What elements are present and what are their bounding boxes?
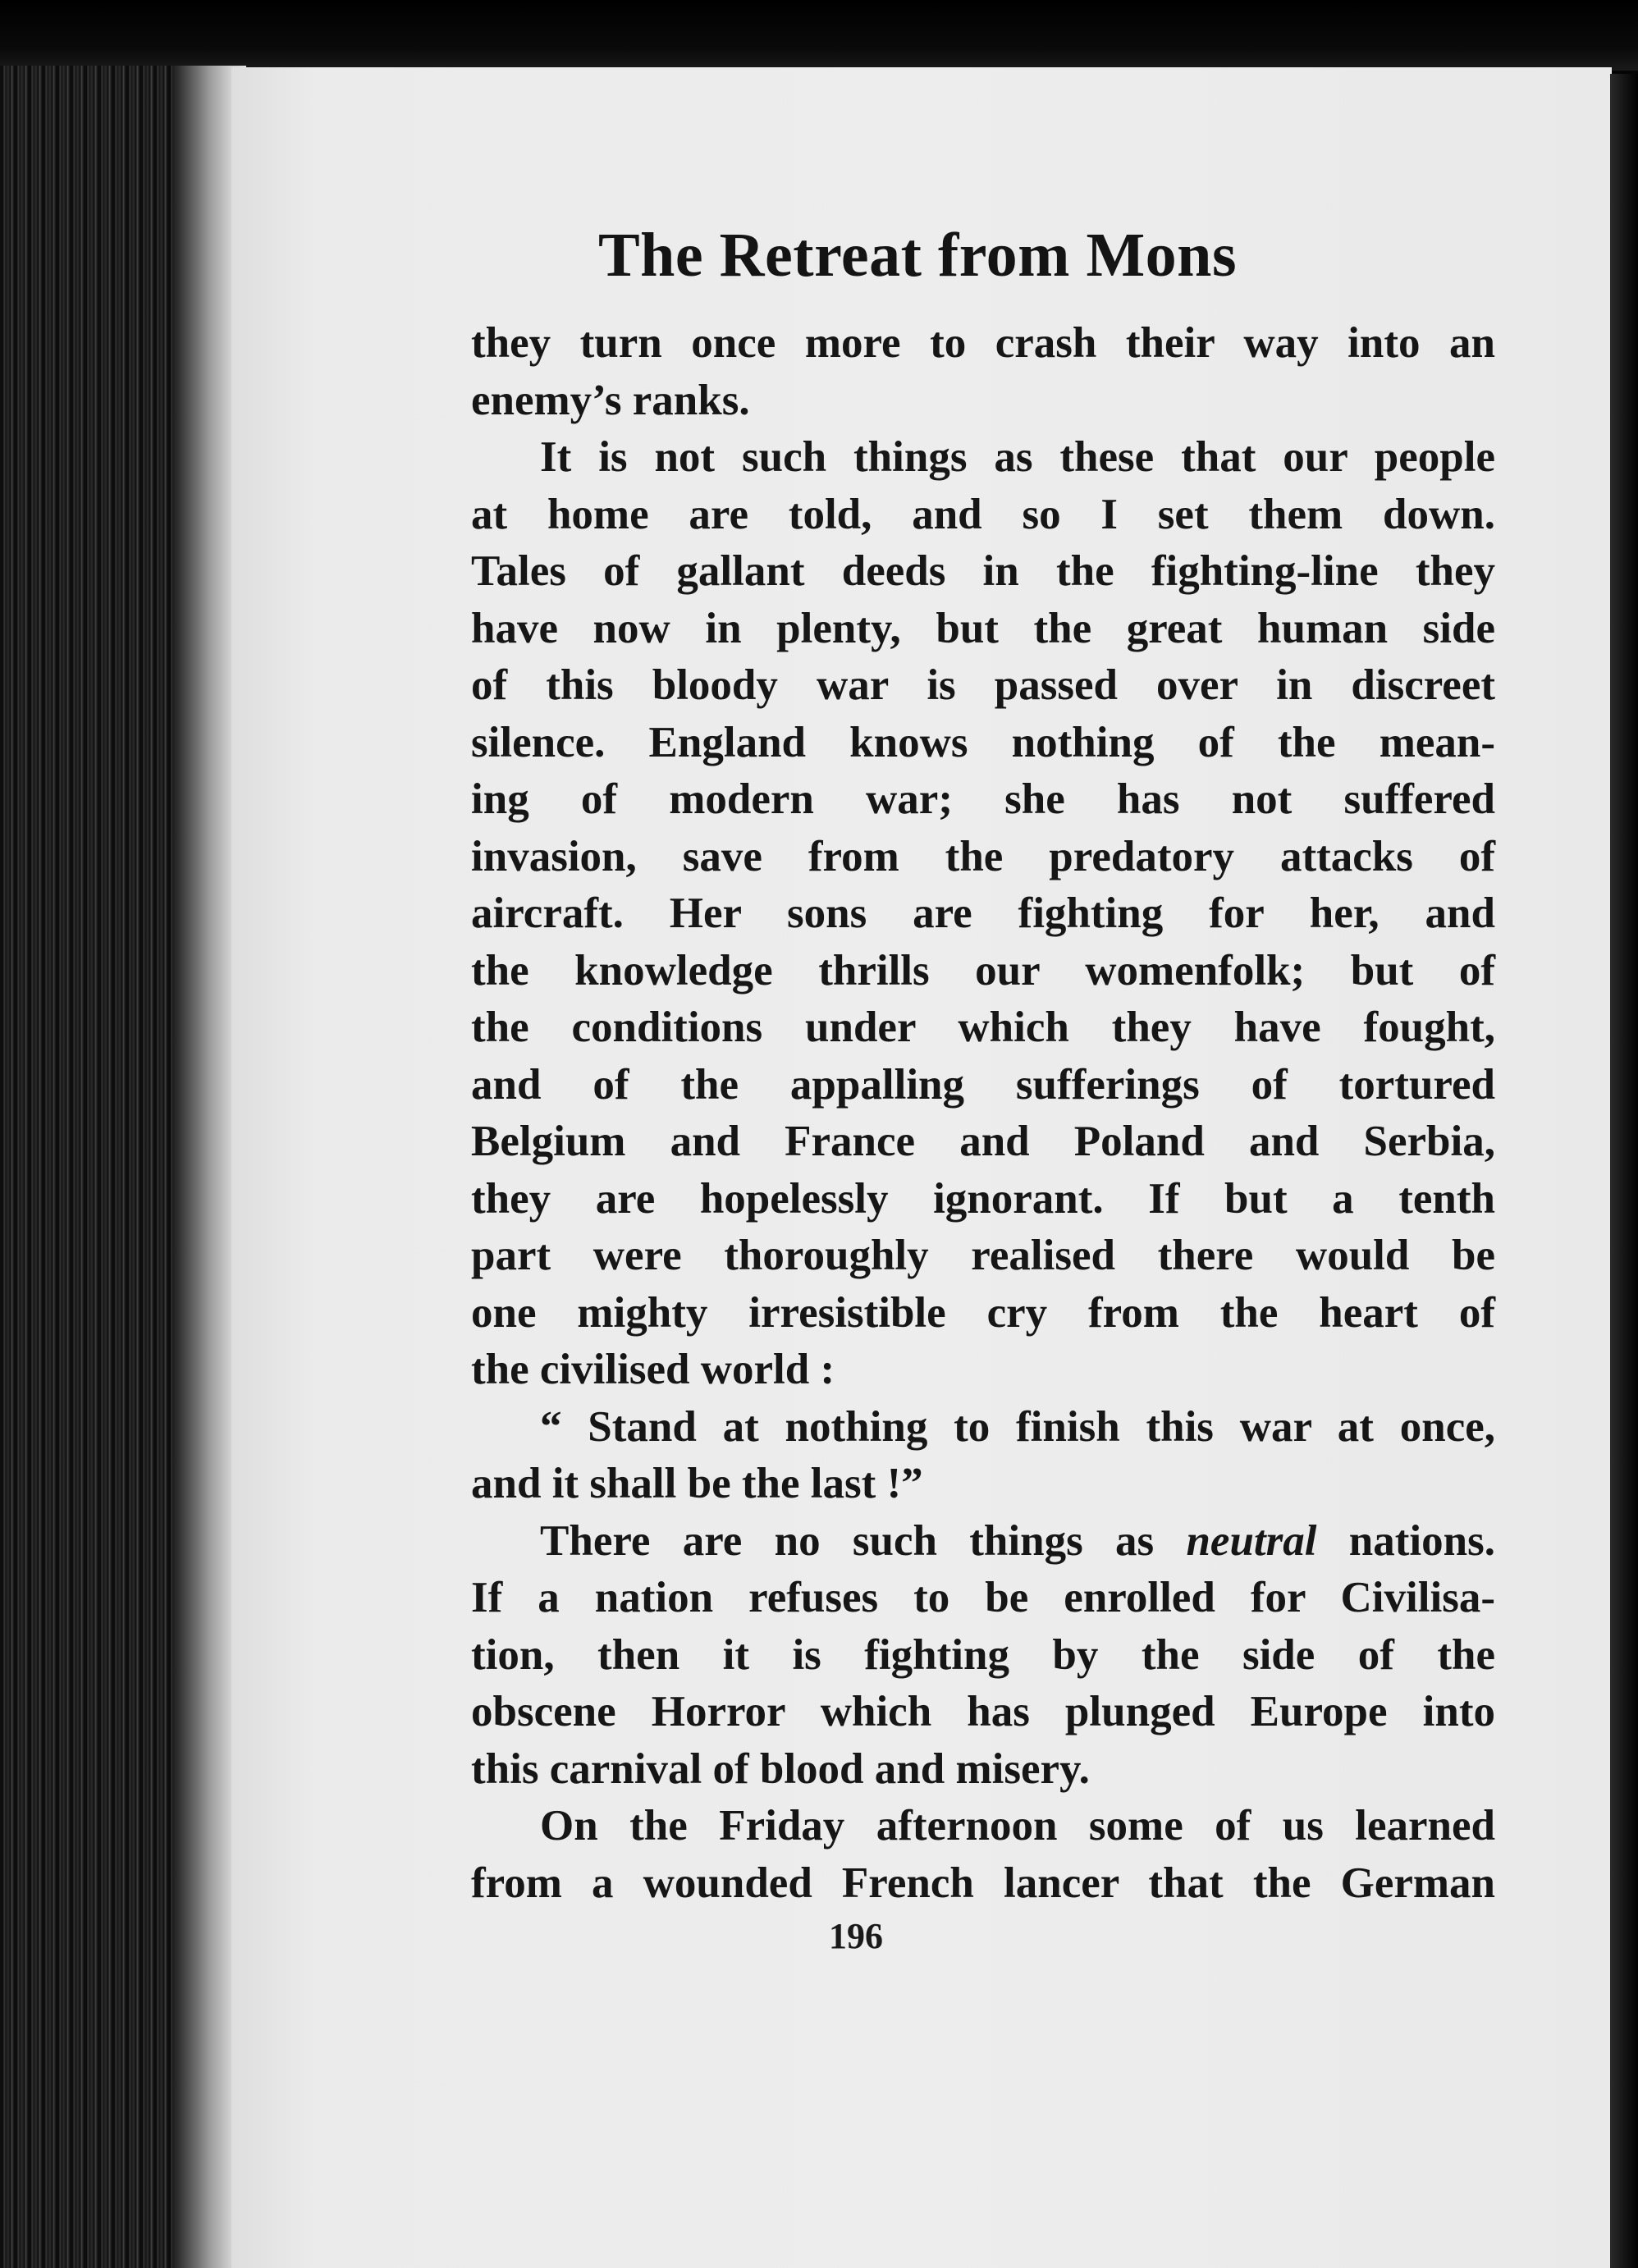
text-line: at home are told, and so I set them down. [471,490,1495,538]
text-line: Tales of gallant deeds in the fighting-line they [471,547,1495,595]
scan-top-border [0,0,1638,71]
body-text [471,315,1495,1912]
text-line: have now in plenty, but the great human side [471,604,1495,652]
text-line: tion, then it is fighting by the side of the [471,1630,1495,1679]
text-line: and of the appalling sufferings of tortured [471,1060,1495,1109]
text-line: one mighty irresistible cry from the heart of [471,1288,1495,1337]
running-head: The Retreat from Mons [597,221,1238,290]
page-number: 196 [829,1916,883,1956]
text-line: from a wounded French lancer that the German [471,1859,1495,1907]
text-line: obscene Horror which has plunged Europe into [471,1688,1495,1735]
text-line: they are hopelessly ignorant. If but a tenth [471,1174,1495,1223]
text-line: enemy’s ranks. [471,376,750,424]
text-line: ing of modern war; she has not suffered [471,775,1495,823]
text-line: It is not such things as these that our people [540,433,1495,481]
text-line: invasion, save from the predatory attacks of [471,832,1495,880]
text-segment: There are no such things as [540,1516,1187,1565]
text-line: the knowledge thrills our womenfolk; but of [471,946,1495,995]
text-line: part were thoroughly realised there would be [471,1232,1495,1279]
text-line: the civilised world : [471,1346,835,1393]
text-line: aircraft. Her sons are fighting for her, and [471,889,1495,937]
text-line: this carnival of blood and misery. [471,1744,1090,1793]
text-line: and it shall be the last !” [471,1460,923,1507]
text-line: of this bloody war is passed over in discreet [471,661,1495,709]
text-line: Belgium and France and Poland and Serbia, [471,1118,1495,1165]
text-line: the conditions under which they have fought, [471,1004,1495,1051]
text-line: “ Stand at nothing to finish this war at once, [540,1402,1495,1451]
text-line: silence. England knows nothing of the mean- [471,718,1495,766]
text-segment: nations. [1316,1516,1496,1565]
text-line: On the Friday afternoon some of us learned [540,1802,1495,1850]
text-line: they turn once more to crash their way into an [471,319,1495,367]
italic-word: neutral [1186,1516,1317,1565]
text-line: If a nation refuses to be enrolled for Civilisa- [471,1574,1495,1621]
text-line [471,1513,1495,1571]
